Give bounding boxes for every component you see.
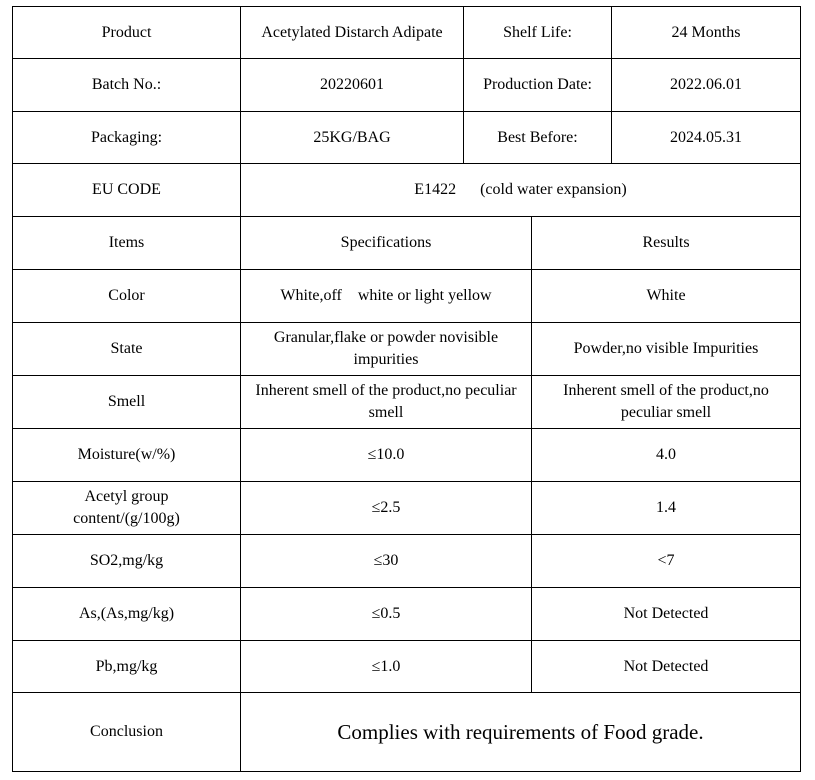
table-cell-spec: Inherent smell of the product,no peculiar smell (255, 382, 517, 421)
table-row-state-item (12, 322, 241, 376)
table-cell-spec: Granular,flake or powder novisible impurities (273, 329, 499, 368)
table-cell-item: Smell (107, 393, 146, 410)
table-row-arsenic-item (12, 587, 241, 641)
table-cell-item: Color (108, 287, 145, 304)
table-row-smell-spec (240, 375, 532, 429)
table-row-state-result (531, 322, 801, 376)
table-cell-result: 4.0 (656, 446, 676, 463)
table-row-state-spec (240, 322, 532, 376)
table-cell-item: As,(As,mg/kg) (78, 605, 175, 622)
packaging-label-cell (12, 111, 241, 164)
table-row-color-item (12, 269, 241, 323)
shelf-life-value: 24 Months (671, 23, 741, 41)
table-cell-spec: ≤1.0 (371, 657, 401, 675)
table-row-acetyl-item (12, 481, 241, 535)
table-row-smell-item (12, 375, 241, 429)
column-header-specifications (240, 216, 532, 270)
table-row-moisture-item (12, 428, 241, 482)
conclusion-value: Complies with requirements of Food grade. (337, 720, 704, 744)
table-cell-result: 1.4 (656, 499, 676, 516)
table-cell-result: Inherent smell of the product,no peculiar smell (563, 382, 769, 421)
table-cell-spec: White,off white or light yellow (280, 287, 492, 304)
conclusion-value-cell (240, 692, 801, 772)
eu-code-value: E1422 (cold water expansion) (414, 181, 627, 198)
table-row-acetyl-spec (240, 481, 532, 535)
best-before-value-cell (611, 111, 801, 164)
column-header-items (12, 216, 241, 270)
best-before-label-cell (463, 111, 612, 164)
table-row-acetyl-result (531, 481, 801, 535)
table-cell-item: SO2,mg/kg (89, 552, 164, 569)
production-date-label-cell (463, 58, 612, 112)
product-label-cell (12, 6, 241, 59)
product-value: Acetylated Distarch Adipate (261, 23, 443, 41)
table-cell-spec: ≤30 (373, 552, 399, 569)
column-header-specifications-label: Specifications (340, 234, 432, 251)
shelf-life-label-cell (463, 6, 612, 59)
table-row-color-result (531, 269, 801, 323)
column-header-results (531, 216, 801, 270)
product-label: Product (101, 23, 152, 41)
best-before-value: 2024.05.31 (670, 128, 742, 146)
table-cell-item: Acetyl group content/(g/100g) (73, 488, 180, 527)
table-cell-item: Pb,mg/kg (95, 657, 158, 675)
table-row-lead-result (531, 640, 801, 693)
packaging-value-cell (240, 111, 464, 164)
batch-value: 20220601 (320, 76, 384, 93)
batch-value-cell (240, 58, 464, 112)
table-row-arsenic-result (531, 587, 801, 641)
table-cell-item: Moisture(w/%) (77, 446, 176, 463)
table-cell-spec: ≤0.5 (371, 605, 401, 622)
table-row-lead-item (12, 640, 241, 693)
conclusion-label-cell (12, 692, 241, 772)
production-date-value: 2022.06.01 (670, 76, 742, 93)
column-header-items-label: Items (108, 234, 145, 251)
column-header-results-label: Results (642, 234, 690, 251)
packaging-label: Packaging: (90, 128, 163, 146)
table-cell-result: Not Detected (623, 605, 709, 622)
table-row-lead-spec (240, 640, 532, 693)
batch-label-cell (12, 58, 241, 112)
batch-label: Batch No.: (91, 76, 162, 93)
table-cell-spec: ≤10.0 (367, 446, 405, 463)
table-cell-spec: ≤2.5 (371, 499, 401, 516)
table-cell-result: <7 (657, 552, 675, 569)
shelf-life-value-cell (611, 6, 801, 59)
table-cell-result: White (646, 287, 686, 304)
table-row-so2-spec (240, 534, 532, 588)
table-row-so2-item (12, 534, 241, 588)
table-cell-item: State (110, 340, 143, 357)
packaging-value: 25KG/BAG (313, 128, 391, 146)
production-date-value-cell (611, 58, 801, 112)
table-row-moisture-result (531, 428, 801, 482)
shelf-life-label: Shelf Life: (503, 23, 572, 41)
conclusion-label: Conclusion (90, 723, 163, 740)
table-row-so2-result (531, 534, 801, 588)
table-cell-result: Not Detected (623, 657, 709, 675)
table-row-arsenic-spec (240, 587, 532, 641)
product-value-cell (240, 6, 464, 59)
table-row-moisture-spec (240, 428, 532, 482)
production-date-label: Production Date: (483, 76, 592, 93)
table-row-color-spec (240, 269, 532, 323)
best-before-label: Best Before: (497, 128, 578, 146)
eu-code-label-cell (12, 163, 241, 217)
table-cell-result: Powder,no visible Impurities (573, 340, 759, 357)
eu-code-label: EU CODE (92, 181, 161, 198)
eu-code-value-cell (240, 163, 801, 217)
table-row-smell-result (531, 375, 801, 429)
